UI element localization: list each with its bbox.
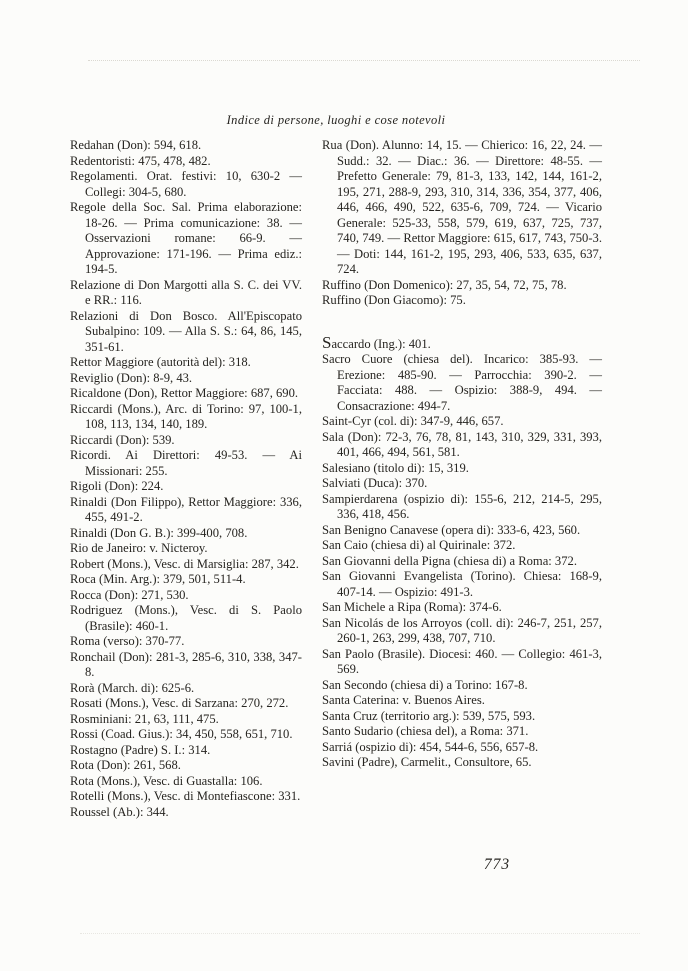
index-entry: Sarriá (ospizio di): 454, 544-6, 556, 657-8. [322,739,539,754]
index-entry: Ricaldone (Don), Rettor Maggiore: 687, 690. [70,386,299,400]
index-entry: Santa Caterina: v. Buenos Aires. [322,693,485,707]
index-entry: Rodriguez (Mons.), Vesc. di S. Paolo (Brasile): 460-1. [70,603,302,633]
index-entry: Rorà (March. di): 625-6. [70,680,195,695]
index-entry: Robert (Mons.), Vesc. di Marsiglia: 287, 342. [70,556,299,571]
index-entry: San Michele a Ripa (Roma): 374-6. [322,600,502,614]
index-column-right [322,138,602,820]
index-entry: Rio de Janeiro: v. Nicteroy. [70,541,208,555]
index-entry: San Benigno Canavese (opera di): 333-6, 423, 560. [322,522,581,537]
index-entry: Rostagno (Padre) S. I.: 314. [70,742,211,757]
index-entry: San Giovanni della Pigna (chiesa di) a Roma: 372. [322,553,577,568]
index-entry: Rinaldi (Don Filippo), Rettor Maggiore: 336, 455, 491-2. [70,494,302,524]
index-entry: Redahan (Don): 594, 618. [70,138,202,152]
index-entry: Saccardo (Ing.): 401. [322,332,431,352]
index-column-left [70,138,302,820]
index-entry: San Nicolás de los Arroyos (coll. di): 246-7, 251, 257, 260-1, 263, 299, 438, 707, 710. [322,615,602,645]
index-entry: Reviglio (Don): 8-9, 43. [70,370,193,385]
index-entry: Rettor Maggiore (autorità del): 318. [70,355,251,369]
scan-artifact-line [80,933,640,934]
index-entry: Santo Sudario (chiesa del), a Roma: 371. [322,724,529,738]
index-entry: Sala (Don): 72-3, 76, 78, 81, 143, 310, 329, 331, 393, 401, 466, 494, 561, 581. [322,429,602,459]
index-entry: Rota (Mons.), Vesc. di Guastalla: 106. [70,773,263,788]
index-entry: San Paolo (Brasile). Diocesi: 460. — Collegio: 461-3, 569. [322,646,602,676]
index-entry: Rua (Don). Alunno: 14, 15. — Chierico: 16, 22, 24. — Sudd.: 32. — Diac.: 36. — Direttore: 48-55. — Prefetto Generale: 79, 81-3, 133, 142, 144, 161-2, 195, 271, 288-9, 293, 310, 314, 336, 354, 377, 406, 446, 466, 490, 522, 635-6, 709, 724. — Vicario Generale: 525-33, 558, 579, 619, 637, 725, 737, 740, 749. — Rettor Maggiore: 615, 617, 743, 750-3. — Doti: 144, 161-2, 195, 293, 406, 533, 635, 637, 724. [322,138,602,276]
index-entry: Riccardi (Mons.), Arc. di Torino: 97, 100-1, 108, 113, 134, 140, 189. [70,401,302,431]
index-entry: Rosati (Mons.), Vesc. di Sarzana: 270, 272. [70,696,289,710]
index-entry: Ronchail (Don): 281-3, 285-6, 310, 338, 347-8. [70,649,302,679]
index-entry: Santa Cruz (territorio arg.): 539, 575, 593. [322,708,536,723]
index-entry: Regolamenti. Orat. festivi: 10, 630-2 — Collegi: 304-5, 680. [70,169,302,199]
index-entry: Rocca (Don): 271, 530. [70,587,189,602]
index-entry: San Giovanni Evangelista (Torino). Chiesa: 168-9, 407-14. — Ospizio: 491-3. [322,569,602,599]
index-entry: Rigoli (Don): 224. [70,479,164,493]
index-entry: Savini (Padre), Carmelit., Consultore, 65. [322,755,532,769]
index-columns [70,138,602,820]
running-head: Indice di persone, luoghi e cose notevoli [226,113,446,127]
index-entry: Ricordi. Ai Direttori: 49-53. — Ai Missionari: 255. [70,448,302,478]
index-entry: Ruffino (Don Giacomo): 75. [322,293,466,307]
index-entry: San Secondo (chiesa di) a Torino: 167-8. [322,677,528,692]
index-entry: Roca (Min. Arg.): 379, 501, 511-4. [70,572,246,586]
index-entry: Roussel (Ab.): 344. [70,804,169,819]
index-entry: Saint-Cyr (col. di): 347-9, 446, 657. [322,414,504,428]
index-entry: Rosminiani: 21, 63, 111, 475. [70,711,219,726]
page-number: 773 [483,856,511,873]
index-entry: Relazione di Don Margotti alla S. C. dei VV. e RR.: 116. [70,277,302,307]
index-entry: Ruffino (Don Domenico): 27, 35, 54, 72, 75, 78. [322,277,567,292]
index-entry: Salesiano (titolo di): 15, 319. [322,460,469,475]
index-entry: Rotelli (Mons.), Vesc. di Montefiascone: 331. [70,789,301,803]
index-entry: San Caio (chiesa di) al Quirinale: 372. [322,538,516,552]
index-entry: Sampierdarena (ospizio di): 155-6, 212, 214-5, 295, 336, 418, 456. [322,491,602,521]
index-entry: Regole della Soc. Sal. Prima elaborazione: 18-26. — Prima comunicazione: 38. — Osservazioni romane: 66-9. — Approvazione: 171-196. — Prima ediz.: 194-5. [70,200,302,276]
index-entry: Salviati (Duca): 370. [322,476,428,490]
index-entry: Rota (Don): 261, 568. [70,758,181,772]
index-entry: Riccardi (Don): 539. [70,432,175,447]
index-entry: Rossi (Coad. Gius.): 34, 450, 558, 651, 710. [70,727,293,741]
index-entry: Relazioni di Don Bosco. All'Episcopato Subalpino: 109. — Alla S. S.: 64, 86, 145, 351-61. [70,308,302,354]
index-entry: Redentoristi: 475, 478, 482. [70,153,211,168]
scan-artifact-line [88,60,640,61]
index-entry: Rinaldi (Don G. B.): 399-400, 708. [70,525,248,540]
index-entry: Sacro Cuore (chiesa del). Incarico: 385-93. — Erezione: 485-90. — Parrocchia: 390-2. — Facciata: 488. — Ospizio: 388-9, 494. — Consacrazione: 494-7. [322,352,602,413]
index-entry: Roma (verso): 370-77. [70,634,185,648]
